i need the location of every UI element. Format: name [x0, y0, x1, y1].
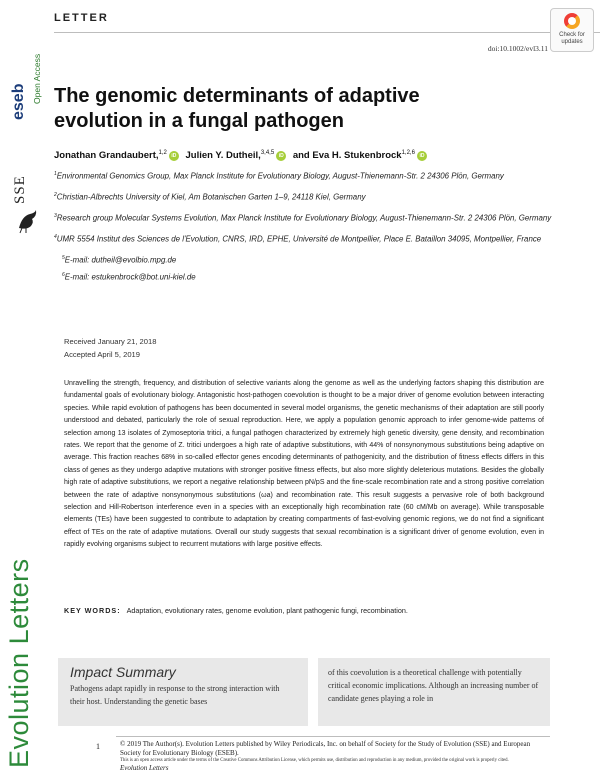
article-title: The genomic determinants of adaptive evolution in a fungal pathogen [54, 85, 420, 132]
received-date: Received January 21, 2018 [64, 337, 157, 346]
article-dates [64, 336, 156, 361]
sse-logo: SSE [12, 175, 28, 204]
impact-summary-continued [318, 658, 550, 726]
page-number: 1 [96, 742, 100, 751]
impact-summary-text-continued: of this coevolution is a theoretical challenge with potentially critical economic implications. Although an increasing number of candidate genes playing a role in [328, 668, 539, 703]
author-name[interactable]: Jonathan Grandaubert, [54, 150, 159, 162]
author-affiliation-marker: 1,2 [158, 150, 167, 156]
orcid-icon[interactable]: iD [276, 151, 286, 161]
keywords-text: Adaptation, evolutionary rates, genome evolution, plant pathogenic fungi, recombination. [126, 606, 408, 615]
copyright-notice: © 2019 The Author(s). Evolution Letters published by Wiley Periodicals, Inc. on behalf of Society for the Study of Evolution (SSE) and European Society for Evolutionary Biology (ESEB). [120, 740, 531, 757]
doi-link[interactable]: doi:10.1002/evl3.11 [487, 44, 548, 53]
open-access-label: Open Access [32, 53, 42, 104]
journal-name-vertical: Evolution Letters [4, 558, 34, 768]
affiliation: $^4$UMR 5554 Institut des Sciences de l'Evolution, CNRS, IRD, EPHE, Université de Montpellier, Place E. Bataillon 34095, Montpellier, France [54, 234, 542, 244]
footer-journal-name: Evolution Letters [120, 763, 169, 772]
footer [120, 740, 550, 773]
society-logos [2, 44, 58, 214]
section-label: LETTER [54, 12, 109, 24]
crossmark-icon [564, 13, 580, 29]
affiliation: $^3$Research group Molecular Systems Evolution, Max Planck Institute for Evolutionary Biology, August-Thienemann-Str. 2 24306 Plön, Germany [54, 213, 552, 223]
email-link[interactable]: $^5$E-mail: dutheil@evolbio.mpg.de [62, 255, 177, 265]
affiliation: $^1$Environmental Genomics Group, Max Planck Institute for Evolutionary Biology, August-Thienemann-Str. 2 24306 Plön, Germany [54, 171, 504, 181]
bird-icon [16, 208, 38, 234]
license-notice: This is an open access article under the terms of the Creative Commons Attribution License, which permits use, distribution and reproduction in any medium, provided the original work is properly cited. [120, 758, 509, 763]
impact-summary-title: Impact Summary [70, 664, 176, 680]
impact-summary-text: Pathogens adapt rapidly in response to the strong interaction with their host. Understanding the genetic bases [70, 684, 280, 706]
crossmark-label: Check for updates [559, 32, 585, 45]
keywords-label: KEY WORDS: [64, 606, 121, 615]
affiliations [54, 168, 554, 286]
author-list [54, 150, 431, 161]
footer-divider [116, 736, 550, 737]
abstract: Unravelling the strength, frequency, and distribution of selective variants along the genome as well as the underlying factors shaping this distribution are fundamental goals of evolutionary biology. Antagonistic host-pathogen coevolution is thought to be a major driver of genome evolution between interacting species. While rapid evolution of pathogens has been documented in several model organisms, the genetic mechanisms of their adaptation are still poorly understood and debated, particularly the role of sexual reproduction. Here, we apply a population genomic approach to infer genome-wide patterns of selection among 13 isolates of Zymoseptoria tritici, a fungal pathogen characterized by extremely high genetic diversity, gene density, and recombination rates. We report that the genome of Z. tritici undergoes a high rate of adaptive substitutions, with 44% of nonsynonymous substitutions being adaptive on average. This fraction reaches 68% in so-called effector genes encoding determinants of pathogenicity, and the distribution of fitness effects differs in this class of genes as they undergo adaptive mutations with stronger positive fitness effects, but also more slightly deleterious mutations. Besides the globally high rate of adaptive substitutions, we report a negative relationship between pN/pS and the fine-scale recombination rate and a strong positive correlation between the rate of adaptive nonsynonymous substitutions (ωa) and recombination rate. This result suggests a pervasive role of both background selection and Hill-Robertson interference even in a species with an exceptionally high recombination rate (60 cM/Mb on average). While transposable elements (TEs) have been suggested to contribute to adaptation by creating compartments of fast-evolving genomic regions, we do not find a significant effect of TEs on the rate of adaptive mutations. Overall our study suggests that sexual recombination is a significant driver of genome evolution, even in rapidly evolving organisms subject to recurrent mutations with large positive effects. [64, 380, 544, 549]
author-affiliation-marker: 1,2,6 [401, 150, 415, 156]
author-name[interactable]: and Eva H. Stukenbrock [292, 150, 402, 162]
eseb-logo: eseb [10, 83, 27, 120]
orcid-icon[interactable]: iD [417, 151, 427, 161]
keywords [64, 606, 408, 615]
impact-summary-box [58, 658, 308, 726]
affiliation: $^2$Christian-Albrechts University of Kiel, Am Botanischen Garten 1–9, 24118 Kiel, Germany [54, 192, 366, 202]
author-name[interactable]: Julien Y. Dutheil, [185, 150, 261, 162]
email-link[interactable]: $^6$E-mail: estukenbrock@bot.uni-kiel.de [62, 272, 196, 282]
accepted-date: Accepted April 5, 2019 [64, 349, 140, 359]
author-affiliation-marker: 3,4,5 [260, 150, 275, 156]
crossmark-button[interactable] [550, 8, 594, 52]
header-divider [54, 32, 600, 33]
orcid-icon[interactable]: iD [169, 151, 179, 161]
